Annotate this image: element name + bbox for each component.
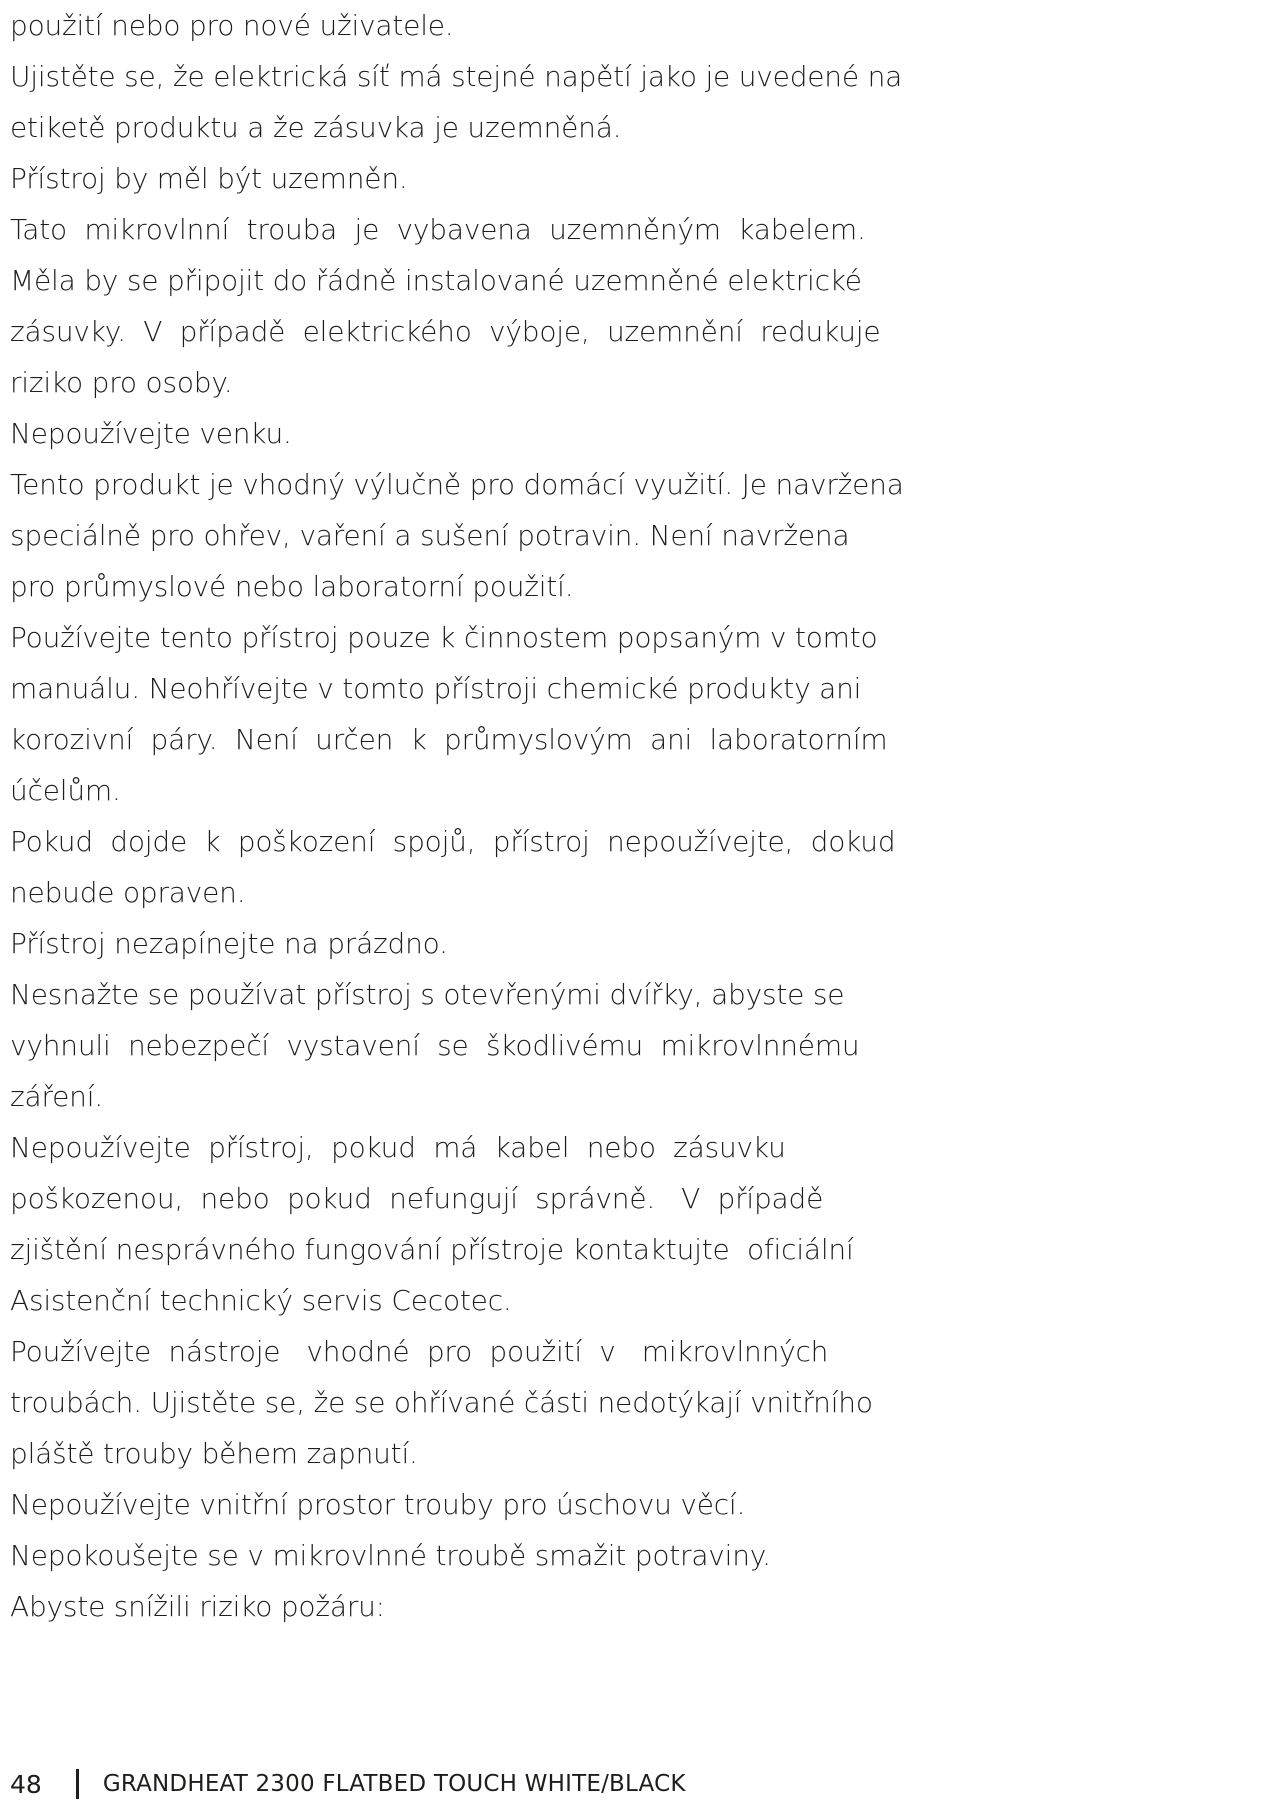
text-line: Nesnažte se používat přístroj s otevřenými dvířky, abyste se bbox=[10, 978, 845, 1011]
text-line: poškozenou, nebo pokud nefungují správně. V případě bbox=[10, 1182, 824, 1215]
page-footer bbox=[10, 1768, 686, 1800]
text-line: Nepoužívejte přístroj, pokud má kabel nebo zásuvku bbox=[10, 1131, 786, 1164]
text-line: Ujistěte se, že elektrická síť má stejné napětí jako je uvedené na bbox=[10, 60, 903, 93]
text-line: pláště trouby během zapnutí. bbox=[10, 1437, 418, 1470]
text-line: Měla by se připojit do řádně instalované uzemněné elektrické bbox=[10, 264, 862, 297]
text-line: etiketě produktu a že zásuvka je uzemněná. bbox=[10, 111, 622, 144]
text-line: Nepoužívejte vnitřní prostor trouby pro úschovu věcí. bbox=[10, 1488, 746, 1521]
text-line: použití nebo pro nové uživatele. bbox=[10, 9, 454, 42]
document-body bbox=[10, 0, 1270, 1632]
text-line: Přístroj by měl být uzemněn. bbox=[10, 162, 408, 195]
text-line: Nepoužívejte venku. bbox=[10, 417, 292, 450]
text-line: pro průmyslové nebo laboratorní použití. bbox=[10, 570, 574, 603]
text-line: manuálu. Neohřívejte v tomto přístroji chemické produkty ani bbox=[10, 672, 862, 705]
text-line: nebude opraven. bbox=[10, 876, 246, 909]
text-line: Nepokoušejte se v mikrovlnné troubě smažit potraviny. bbox=[10, 1539, 771, 1572]
text-line: zásuvky. V případě elektrického výboje, uzemnění redukuje bbox=[10, 315, 881, 348]
text-line: Pokud dojde k poškození spojů, přístroj nepoužívejte, dokud bbox=[10, 825, 896, 858]
text-line: riziko pro osoby. bbox=[10, 366, 233, 399]
text-line: speciálně pro ohřev, vaření a sušení potravin. Není navržena bbox=[10, 519, 850, 552]
text-line: Tento produkt je vhodný výlučně pro domácí využití. Je navržena bbox=[10, 468, 904, 501]
text-line: Používejte nástroje vhodné pro použití v mikrovlnných bbox=[10, 1335, 829, 1368]
text-line: Přístroj nezapínejte na prázdno. bbox=[10, 927, 448, 960]
text-line: záření. bbox=[10, 1080, 104, 1113]
text-line: vyhnuli nebezpečí vystavení se škodlivému mikrovlnnému bbox=[10, 1029, 860, 1062]
text-line: Asistenční technický servis Cecotec. bbox=[10, 1284, 512, 1317]
text-line: korozivní páry. Není určen k průmyslovým ani laboratorním bbox=[10, 723, 888, 756]
text-line: Používejte tento přístroj pouze k činnostem popsaným v tomto bbox=[10, 621, 878, 654]
text-line: zjištění nesprávného fungování přístroje kontaktujte oficiální bbox=[10, 1233, 854, 1266]
page-number: 48 bbox=[10, 1769, 42, 1799]
footer-divider bbox=[76, 1769, 79, 1799]
text-line: troubách. Ujistěte se, že se ohřívané části nedotýkají vnitřního bbox=[10, 1386, 873, 1419]
text-line: Abyste snížili riziko požáru: bbox=[10, 1590, 385, 1623]
text-line: účelům. bbox=[10, 774, 121, 807]
text-line: Tato mikrovlnní trouba je vybavena uzemněným kabelem. bbox=[10, 213, 866, 246]
product-name: GRANDHEAT 2300 FLATBED TOUCH WHITE/BLACK bbox=[102, 1771, 686, 1797]
